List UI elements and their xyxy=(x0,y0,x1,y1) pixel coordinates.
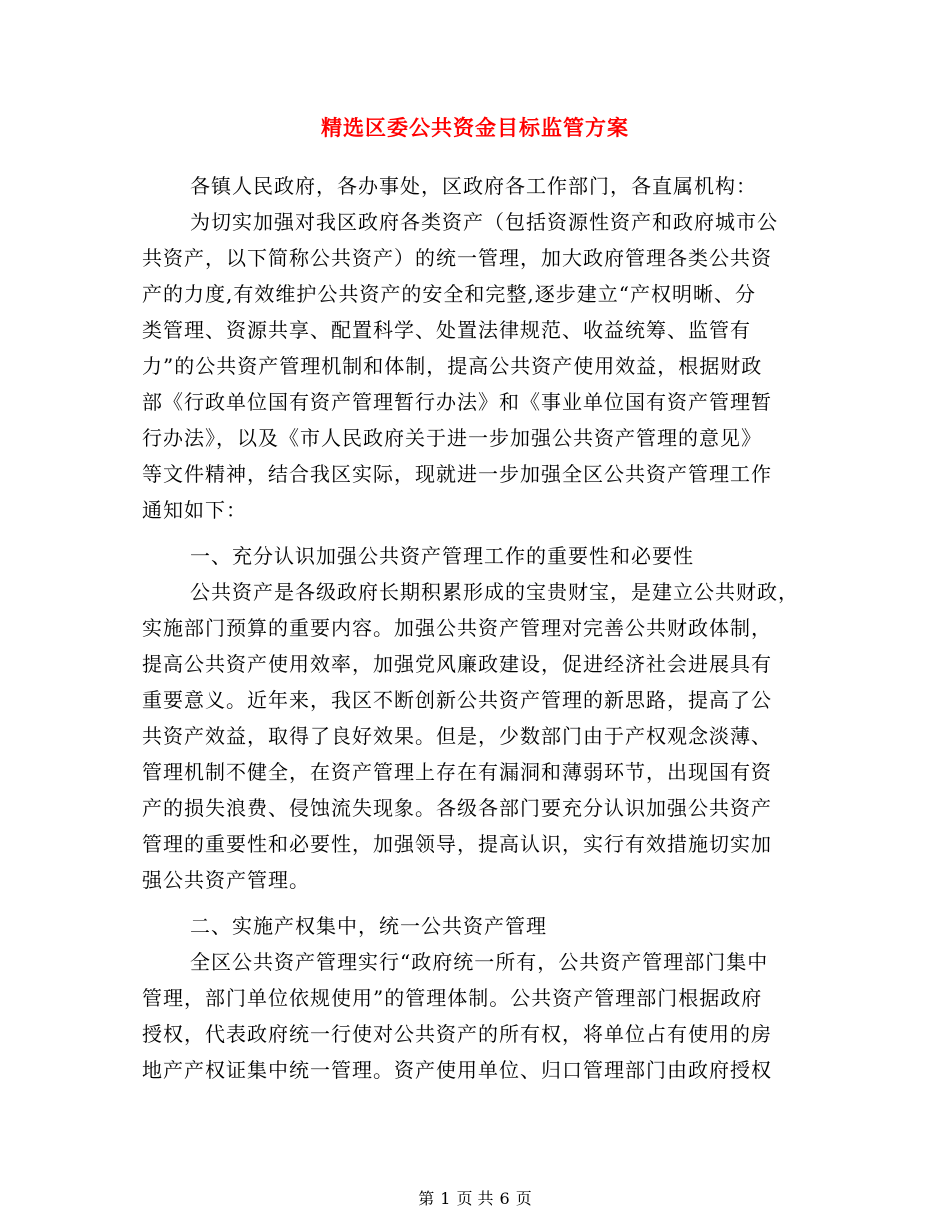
paragraph-line: 共资产，以下简称公共资产）的统一管理，加大政府管理各类公共资 xyxy=(142,246,772,270)
page-footer xyxy=(0,1186,950,1209)
paragraph-line: 为切实加强对我区政府各类资产（包括资源性资产和政府城市公 xyxy=(190,210,778,234)
paragraph-line: 等文件精神，结合我区实际，现就进一步加强全区公共资产管理工作 xyxy=(142,462,772,486)
paragraph-line: 重要意义。近年来，我区不断创新公共资产管理的新思路，提高了公 xyxy=(142,688,772,712)
footer-prefix: 第 xyxy=(418,1189,435,1208)
page-total: 6 xyxy=(499,1189,510,1208)
section-heading: 二、实施产权集中，统一公共资产管理 xyxy=(190,914,547,938)
footer-middle: 页 共 xyxy=(456,1189,494,1208)
section-heading: 一、充分认识加强公共资产管理工作的重要性和必要性 xyxy=(190,544,694,568)
document-title: 精选区委公共资金目标监管方案 xyxy=(321,115,629,140)
paragraph-line: 地产产权证集中统一管理。资产使用单位、归口管理部门由政府授权 xyxy=(142,1058,772,1082)
paragraph-line: 实施部门预算的重要内容。加强公共资产管理对完善公共财政体制， xyxy=(142,616,772,640)
paragraph-line: 管理机制不健全，在资产管理上存在有漏洞和薄弱环节，出现国有资 xyxy=(142,760,772,784)
paragraph-line: 通知如下： xyxy=(142,498,247,522)
paragraph-line: 管理，部门单位依规使用”的管理体制。公共资产管理部门根据政府 xyxy=(142,986,763,1010)
paragraph-line: 类管理、资源共享、配置科学、处置法律规范、收益统筹、监管有 xyxy=(142,318,751,342)
paragraph-line: 强公共资产管理。 xyxy=(142,868,310,892)
paragraph-line: 管理的重要性和必要性，加强领导，提高认识，实行有效措施切实加 xyxy=(142,832,772,856)
paragraph-line: 授权，代表政府统一行使对公共资产的所有权，将单位占有使用的房 xyxy=(142,1022,772,1046)
paragraph-line: 力”的公共资产管理机制和体制，提高公共资产使用效益，根据财政 xyxy=(142,354,763,378)
paragraph-line: 提高公共资产使用效率，加强党风廉政建设，促进经济社会进展具有 xyxy=(142,652,772,676)
footer-suffix: 页 xyxy=(515,1189,532,1208)
paragraph-line: 全区公共资产管理实行“政府统一所有，公共资产管理部门集中 xyxy=(190,950,769,974)
page-number: 1 xyxy=(440,1189,451,1208)
salutation-line: 各镇人民政府，各办事处，区政府各工作部门，各直属机构： xyxy=(190,174,757,198)
paragraph-line: 公共资产是各级政府长期积累形成的宝贵财宝，是建立公共财政， xyxy=(190,580,799,604)
paragraph-line: 共资产效益，取得了良好效果。但是，少数部门由于产权观念淡薄、 xyxy=(142,724,772,748)
paragraph-line: 产的力度,有效维护公共资产的安全和完整,逐步建立“产权明晰、分 xyxy=(142,282,756,306)
paragraph-line: 行办法》，以及《市人民政府关于进一步加强公共资产管理的意见》 xyxy=(142,426,762,450)
paragraph-line: 部《行政单位国有资产管理暂行办法》和《事业单位国有资产管理暂 xyxy=(142,390,772,414)
paragraph-line: 产的损失浪费、侵蚀流失现象。各级各部门要充分认识加强公共资产 xyxy=(142,796,772,820)
